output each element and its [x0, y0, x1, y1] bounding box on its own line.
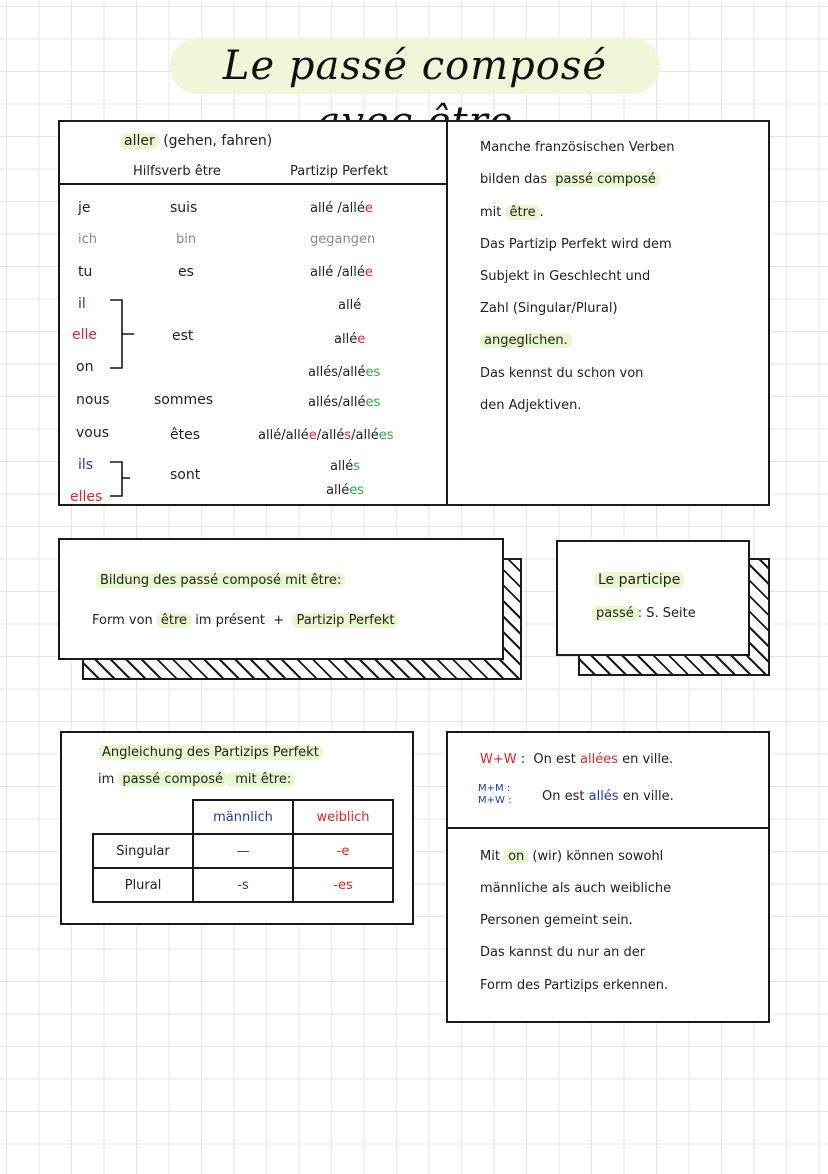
angleichung-heading-1: Angleichung des Partizips Perfekt — [98, 745, 323, 760]
pron-elle: elle — [72, 327, 98, 343]
on-example-1: W+W : On est allées en ville. — [480, 752, 674, 767]
on-note-5: Form des Partizips erkennen. — [480, 978, 669, 993]
pron-il: il — [78, 296, 86, 312]
bracket-il-elle-on — [100, 296, 140, 376]
row-plural: Plural — [93, 868, 193, 902]
cell-p-m: -s — [193, 868, 293, 902]
on-note-4: Das kannst du nur an der — [480, 945, 646, 960]
aux-bin: bin — [176, 232, 197, 247]
pron-elles: elles — [70, 489, 103, 505]
verb-aller: aller — [120, 133, 159, 149]
pp-elle: allée — [334, 332, 366, 347]
on-example-2: On est allés en ville. — [542, 789, 674, 804]
col-aux-header: Hilfsverb être — [133, 164, 221, 179]
pron-vous: vous — [76, 425, 110, 441]
pp-ich: gegangen — [310, 232, 376, 247]
bildung-formula: Form von être im présent + Partizip Perfekt — [92, 613, 398, 628]
expl-line-9: den Adjektiven. — [480, 398, 582, 413]
expl-line-7: angeglichen. — [480, 333, 572, 348]
expl-line-1: Manche französischen Verben — [480, 140, 675, 155]
aux-suis: suis — [170, 200, 198, 216]
cell-s-w: -e — [293, 834, 393, 868]
pron-je: je — [78, 200, 91, 216]
row-singular: Singular — [93, 834, 193, 868]
on-example-2-labels: M+M : M+W : — [478, 783, 512, 806]
aux-sommes: sommes — [154, 392, 214, 408]
on-note-3: Personen gemeint sein. — [480, 913, 633, 928]
pp-tu: allé /allée — [310, 265, 373, 280]
on-note-1: Mit on (wir) können sowohl — [480, 849, 664, 864]
bildung-box — [58, 538, 504, 660]
pron-on: on — [76, 359, 94, 375]
aux-est: est — [172, 328, 194, 344]
participe-box — [556, 540, 750, 656]
verb-translation: (gehen, fahren) — [163, 133, 273, 149]
angleichung-table — [92, 799, 394, 903]
pron-tu: tu — [78, 264, 93, 280]
pp-vous: allé/allée/allés/allées — [258, 428, 394, 443]
angleichung-heading-2: im passé composé mit être: — [98, 772, 295, 787]
expl-line-5: Subjekt in Geschlecht und — [480, 269, 651, 284]
pp-nous: allés/allées — [308, 395, 381, 410]
expl-line-8: Das kennst du schon von — [480, 366, 644, 381]
expl-line-2: bilden das passé composé — [480, 172, 660, 187]
pron-ich: ich — [78, 232, 97, 247]
pp-elles: allées — [326, 483, 364, 498]
pp-il: allé — [338, 298, 362, 313]
aux-es: es — [178, 264, 194, 280]
pron-nous: nous — [76, 392, 110, 408]
pp-je: allé /allée — [310, 201, 373, 216]
col-weiblich: weiblich — [293, 800, 393, 834]
cell-p-w: -es — [293, 868, 393, 902]
col-pp-header: Partizip Perfekt — [290, 164, 389, 179]
bildung-heading: Bildung des passé composé mit être: — [96, 573, 345, 588]
col-maennlich: männlich — [193, 800, 293, 834]
cell-s-m: — — [193, 834, 293, 868]
aux-sont: sont — [170, 467, 201, 483]
pron-ils: ils — [78, 457, 94, 473]
expl-line-6: Zahl (Singular/Plural) — [480, 301, 618, 316]
on-note-2: männliche als auch weibliche — [480, 881, 672, 896]
participe-line-1: Le participe — [594, 572, 684, 588]
aux-etes: êtes — [170, 427, 201, 443]
expl-line-4: Das Partizip Perfekt wird dem — [480, 237, 672, 252]
pp-on: allés/allées — [308, 365, 381, 380]
page-title: Le passé composé — [170, 38, 660, 94]
bracket-ils-elles — [100, 458, 140, 502]
pp-ils: allés — [330, 459, 360, 474]
expl-line-3: mit être . — [480, 205, 544, 220]
participe-line-2: passé : S. Seite — [592, 606, 696, 621]
